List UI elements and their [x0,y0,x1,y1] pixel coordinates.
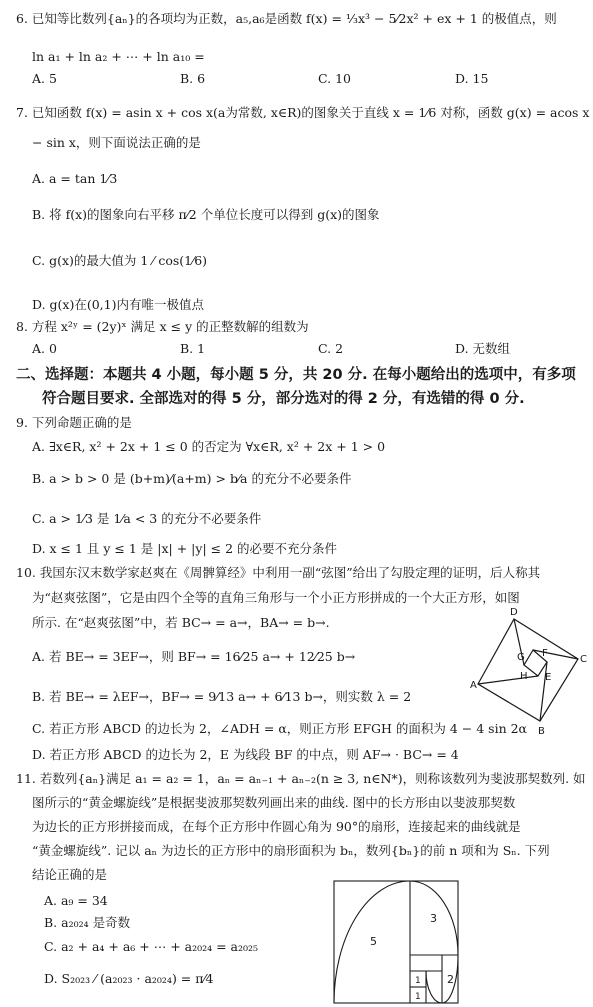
section2-heading-line2: 符合题目要求. 全部选对的得 5 分，部分选对的得 2 分，有选错的得 0 分. [42,391,525,407]
square-abcd [478,619,578,721]
label-c: C [580,654,587,665]
q10-stem-line3: 所示. 在“赵爽弦图”中，若 BC→ = a→，BA→ = b→. [32,615,330,630]
q6-stem-line1: 6. 已知等比数列{aₙ}的各项均为正数，a₅,a₆是函数 f(x) = ⅓x³ − 5⁄2x² + ex + 1 的极值点，则 [16,11,557,26]
q10-stem-line1: 10. 我国东汉末数学家赵爽在《周髀算经》中利用一副“弦图”给出了勾股定理的证明，后人称其 [16,565,541,580]
q9-option-a: A. ∃x∈R, x² + 2x + 1 ≤ 0 的否定为 ∀x∈R, x² + 2x + 1 > 0 [32,439,386,454]
q11-stem-line1: 11. 若数列{aₙ}满足 a₁ = a₂ = 1，aₙ = aₙ₋₁ + aₙ₋₂(n ≥ 3, n∈N*)，则称该数列为斐波那契数列. 如 [16,771,586,786]
q8-option-c: C. 2 [318,341,344,356]
label-f: F [542,648,548,659]
q9-stem: 9. 下列命题正确的是 [16,415,132,430]
q11-option-a: A. a₉ = 34 [44,893,108,908]
q10-stem-line2: 为“赵爽弦图”，它是由四个全等的直角三角形与一个小正方形拼成的一个大正方形，如图 [32,590,520,605]
q11-stem-line4: “黄金螺旋线”. 记以 aₙ 为边长的正方形中的扇形面积为 bₙ，数列{bₙ}的前 n 项和为 Sₙ. 下列 [32,843,550,858]
segment-ae [478,676,538,684]
label-square-5: 5 [370,935,377,948]
q11-option-d: D. S₂₀₂₃ ⁄ (a₂₀₂₃ · a₂₀₂₄) = π⁄4 [44,971,214,986]
q11-option-b: B. a₂₀₂₄ 是奇数 [44,915,131,930]
q7-option-d: D. g(x)在(0,1)内有唯一极值点 [32,297,204,312]
golden-spiral-curve [334,881,458,1003]
q6-stem-line2: ln a₁ + ln a₂ + ⋯ + ln a₁₀ = [32,49,205,64]
q8-option-d: D. 无数组 [455,341,511,356]
q6-option-c: C. 10 [318,71,351,86]
q7-option-c: C. g(x)的最大值为 1 ⁄ cos(1⁄6) [32,253,208,268]
q11-stem-line3: 为边长的正方形拼接而成，在每个正方形中作圆心角为 90°的扇形，连接起来的曲线就是 [32,819,521,834]
label-b: B [538,726,545,737]
q9-option-c: C. a > 1⁄3 是 1⁄a < 3 的充分不必要条件 [32,511,262,526]
label-d: D [510,607,518,618]
q10-option-d: D. 若正方形 ABCD 的边长为 2，E 为线段 BF 的中点，则 AF→ · BC→ = 4 [32,747,459,762]
label-a: A [470,680,477,691]
q10-option-a: A. 若 BE→ = 3EF→，则 BF→ = 16⁄25 a→ + 12⁄25 b→ [32,649,356,664]
q7-option-b: B. 将 f(x)的图象向右平移 π⁄2 个单位长度可以得到 g(x)的图象 [32,207,380,222]
outer-rectangle [334,881,458,1003]
label-square-1b: 1 [415,992,421,1002]
zhao-shuang-figure [470,604,590,739]
label-e: E [545,672,552,683]
q10-option-b: B. 若 BE→ = λEF→，BF→ = 9⁄13 a→ + 6⁄13 b→，则实数 λ = 2 [32,689,412,704]
label-square-3: 3 [430,912,437,925]
golden-spiral-figure [333,880,459,1004]
q8-stem: 8. 方程 x²ʸ = (2y)ˣ 满足 x ≤ y 的正整数解的组数为 [16,319,309,334]
q9-option-b: B. a > b > 0 是 (b+m)⁄(a+m) > b⁄a 的充分不必要条件 [32,471,352,486]
q6-option-a: A. 5 [32,71,57,86]
q8-option-b: B. 1 [180,341,206,356]
q7-stem-line2: − sin x，则下面说法正确的是 [32,135,201,150]
q6-option-d: D. 15 [455,71,489,86]
q11-option-c: C. a₂ + a₄ + a₆ + ⋯ + a₂₀₂₄ = a₂₀₂₅ [44,939,259,954]
label-square-2: 2 [447,973,454,986]
label-square-1a: 1 [415,976,421,986]
label-h: H [520,671,528,682]
q10-option-c: C. 若正方形 ABCD 的边长为 2，∠ADH = α，则正方形 EFGH 的面积为 4 − 4 sin 2α [32,721,527,736]
q9-option-d: D. x ≤ 1 且 y ≤ 1 是 |x| + |y| ≤ 2 的必要不充分条件 [32,541,337,556]
label-g: G [517,652,525,663]
q11-stem-line5: 结论正确的是 [32,867,108,882]
section2-heading-line1: 二、选择题：本题共 4 小题，每小题 5 分，共 20 分. 在每小题给出的选项中，有多项 [16,367,576,383]
q11-stem-line2: 图所示的“黄金螺旋线”是根据斐波那契数列画出来的曲线. 图中的长方形由以斐波那契数 [32,795,516,810]
q8-option-a: A. 0 [32,341,57,356]
q6-option-b: B. 6 [180,71,206,86]
q7-option-a: A. a = tan 1⁄3 [32,171,118,186]
q7-stem-line1: 7. 已知函数 f(x) = asin x + cos x(a为常数, x∈R)的图象关于直线 x = 1⁄6 对称，函数 g(x) = acos x [16,105,590,120]
